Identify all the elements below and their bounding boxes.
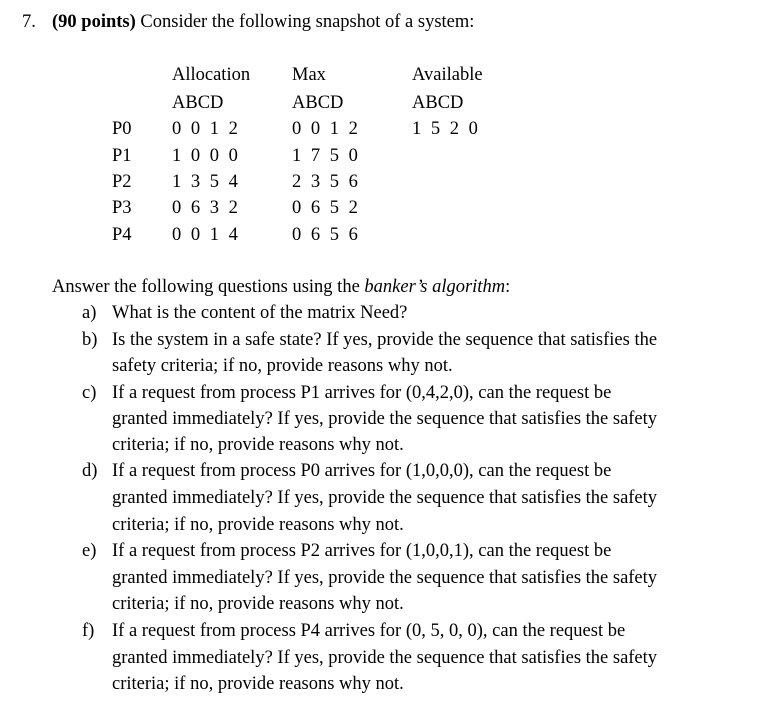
subquestion-text: criteria; if no, provide reasons why not. (112, 594, 404, 614)
question-header (52, 13, 474, 32)
header-allocation: Allocation (172, 65, 251, 85)
available-cell: 1 5 2 0 (412, 119, 481, 139)
subquestion-text: Is the system in a safe state? If yes, provide the sequence that satisfies the (112, 330, 658, 350)
instructions-emphasis: banker’s algorithm (364, 277, 506, 297)
subquestion-label: d) (82, 461, 98, 481)
subquestion-text: If a request from process P0 arrives for (1,0,0,0), can the request be (112, 461, 612, 481)
subheader-available: ABCD (412, 93, 464, 113)
subquestion-text: If a request from process P1 arrives for (0,4,2,0), can the request be (112, 383, 612, 403)
header-max: Max (292, 65, 326, 85)
subheader-max: ABCD (292, 93, 344, 113)
subquestion-label: b) (82, 330, 98, 350)
max-cell: 0 6 5 2 (292, 198, 361, 218)
subquestion-label: e) (82, 541, 97, 561)
instructions-colon: : (505, 277, 511, 297)
instructions-text: Answer the following questions using the (52, 277, 365, 297)
subquestion-text: granted immediately? If yes, provide the sequence that satisfies the safety (112, 488, 658, 508)
allocation-cell: 0 6 3 2 (172, 198, 241, 218)
subheader-allocation: ABCD (172, 93, 224, 113)
subquestion-text: If a request from process P4 arrives for (0, 5, 0, 0), can the request be (112, 621, 626, 641)
allocation-cell: 0 0 1 2 (172, 119, 241, 139)
subquestion-text: If a request from process P2 arrives for (1,0,0,1), can the request be (112, 541, 612, 561)
subquestion-text: granted immediately? If yes, provide the sequence that satisfies the safety (112, 648, 658, 668)
max-cell: 0 0 1 2 (292, 119, 361, 139)
subquestion-text: criteria; if no, provide reasons why not. (112, 674, 404, 694)
process-label: P0 (112, 119, 132, 139)
subquestion-text: safety criteria; if no, provide reasons why not. (112, 356, 453, 376)
allocation-cell: 1 3 5 4 (172, 172, 241, 192)
max-cell: 0 6 5 6 (292, 225, 361, 245)
subquestion-label: f) (82, 621, 95, 641)
subquestion-text: criteria; if no, provide reasons why not. (112, 515, 404, 535)
instructions (52, 278, 510, 297)
process-label: P4 (112, 225, 132, 245)
question-number: 7. (22, 12, 36, 32)
process-label: P1 (112, 146, 132, 166)
question-prompt: Consider the following snapshot of a system: (135, 12, 475, 32)
allocation-cell: 0 0 1 4 (172, 225, 241, 245)
question-points: (90 points) (52, 12, 136, 32)
subquestion-text: granted immediately? If yes, provide the sequence that satisfies the safety (112, 568, 658, 588)
process-label: P3 (112, 198, 132, 218)
subquestion-text: What is the content of the matrix Need? (112, 303, 408, 323)
subquestion-label: c) (82, 383, 97, 403)
allocation-cell: 1 0 0 0 (172, 146, 241, 166)
subquestion-text: criteria; if no, provide reasons why not. (112, 435, 404, 455)
subquestion-text: granted immediately? If yes, provide the sequence that satisfies the safety (112, 409, 658, 429)
max-cell: 2 3 5 6 (292, 172, 361, 192)
subquestion-label: a) (82, 303, 97, 323)
max-cell: 1 7 5 0 (292, 146, 361, 166)
process-label: P2 (112, 172, 132, 192)
header-available: Available (412, 65, 483, 85)
